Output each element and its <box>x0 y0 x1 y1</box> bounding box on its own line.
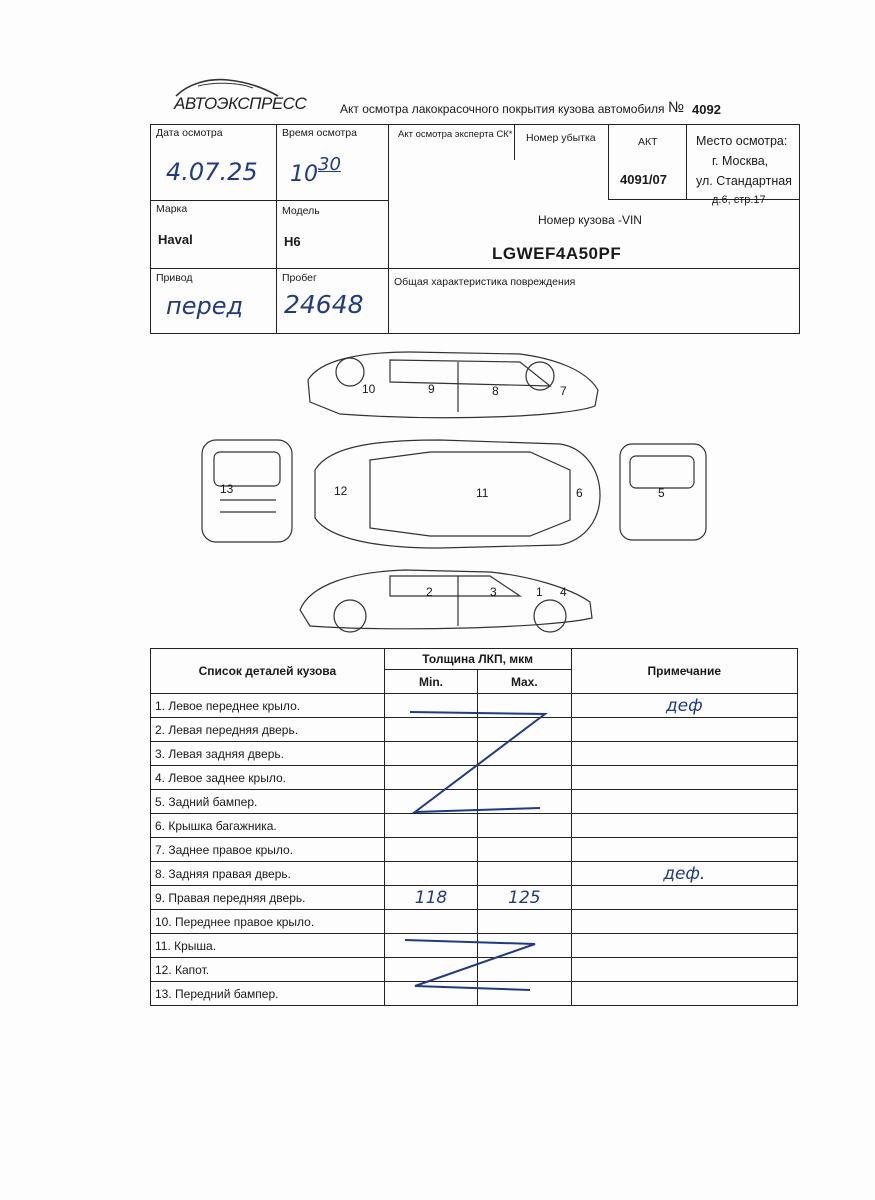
note-cell <box>571 718 797 742</box>
time-label: Время осмотра <box>282 127 357 139</box>
drive-value: перед <box>166 292 244 320</box>
note-cell: деф <box>571 694 797 718</box>
vin-label: Номер кузова -VIN <box>538 213 642 227</box>
note-cell <box>571 910 797 934</box>
brand-value: Haval <box>158 232 193 247</box>
place-label: Место осмотра: <box>696 134 788 148</box>
diagram-number-8: 8 <box>492 384 499 398</box>
document-number: 4092 <box>692 102 721 117</box>
car-diagram-svg <box>190 340 710 640</box>
min-cell: 118 <box>384 886 477 910</box>
place-street: ул. Стандартная <box>696 174 792 188</box>
expert-act-label: Акт осмотра эксперта СК* <box>398 129 513 140</box>
mileage-value: 24648 <box>284 290 364 319</box>
inspection-form-header <box>150 124 800 334</box>
diagram-number-5: 5 <box>658 486 665 500</box>
loss-number-label: Номер убытка <box>526 132 596 144</box>
time-hour-value: 10 <box>290 162 318 187</box>
diagram-number-4: 4 <box>560 585 567 599</box>
damage-label: Общая характеристика повреждения <box>394 276 576 288</box>
top-view <box>315 440 600 548</box>
part-name-cell: 6. Крышка багажника. <box>151 814 385 838</box>
diagram-number-7: 7 <box>560 384 567 398</box>
brand-label: Марка <box>156 203 188 215</box>
part-name-cell: 10. Переднее правое крыло. <box>151 910 385 934</box>
note-cell <box>571 742 797 766</box>
act-value: 4091/07 <box>620 172 667 187</box>
car-body-diagram <box>190 340 710 640</box>
note-cell <box>571 934 797 958</box>
mileage-label: Пробег <box>282 272 317 284</box>
part-name-cell: 11. Крыша. <box>151 934 385 958</box>
part-name-cell: 3. Левая задняя дверь. <box>151 742 385 766</box>
note-cell <box>571 982 797 1006</box>
diagram-number-13: 13 <box>220 482 234 496</box>
col-parts-header: Список деталей кузова <box>151 649 385 694</box>
vin-value: LGWEF4A50PF <box>492 244 622 263</box>
note-cell: деф. <box>571 862 797 886</box>
date-value: 4.07.25 <box>166 158 258 186</box>
part-name-cell: 4. Левое заднее крыло. <box>151 766 385 790</box>
part-name-cell: 2. Левая передняя дверь. <box>151 718 385 742</box>
act-label: АКТ <box>638 136 658 148</box>
col-min-header: Min. <box>384 670 477 694</box>
company-logo <box>168 74 307 122</box>
logo-text: АВТОЭКСПРЕСС <box>174 94 307 113</box>
col-max-header: Max. <box>478 670 571 694</box>
model-label: Модель <box>282 205 320 217</box>
right-side-view <box>308 352 598 418</box>
diagram-number-12: 12 <box>334 484 348 498</box>
part-name-cell: 12. Капот. <box>151 958 385 982</box>
max-cell: 125 <box>478 886 571 910</box>
date-label: Дата осмотра <box>156 127 223 139</box>
part-name-cell: 5. Задний бампер. <box>151 790 385 814</box>
place-city: г. Москва, <box>712 154 769 168</box>
diagram-number-11: 11 <box>476 486 489 500</box>
diagram-number-1: 1 <box>536 585 543 599</box>
part-name-cell: 7. Заднее правое крыло. <box>151 838 385 862</box>
col-thickness-header: Толщина ЛКП, мкм <box>384 649 571 670</box>
front-view <box>202 440 292 542</box>
part-name-cell: 1. Левое переднее крыло. <box>151 694 385 718</box>
drive-label: Привод <box>156 272 193 284</box>
diagram-number-3: 3 <box>490 585 497 599</box>
document-title: Акт осмотра лакокрасочного покрытия кузова автомобиля <box>340 102 665 116</box>
note-cell <box>571 838 797 862</box>
note-cell <box>571 766 797 790</box>
part-name-cell: 8. Задняя правая дверь. <box>151 862 385 886</box>
diagram-number-2: 2 <box>426 585 433 599</box>
part-name-cell: 13. Передний бампер. <box>151 982 385 1006</box>
part-name-cell: 9. Правая передняя дверь. <box>151 886 385 910</box>
left-side-view <box>300 570 592 629</box>
note-cell <box>571 814 797 838</box>
diagram-number-10: 10 <box>362 382 376 396</box>
note-cell <box>571 958 797 982</box>
col-note-header: Примечание <box>571 649 797 694</box>
time-minutes-value: 30 <box>318 154 341 175</box>
note-cell <box>571 790 797 814</box>
handwritten-strikes <box>395 700 565 1020</box>
model-value: H6 <box>284 234 301 249</box>
place-house: д.6, стр.17 <box>712 194 766 206</box>
number-sign: № <box>668 99 685 116</box>
diagram-number-6: 6 <box>576 486 583 500</box>
diagram-number-9: 9 <box>428 382 435 396</box>
note-cell <box>571 886 797 910</box>
